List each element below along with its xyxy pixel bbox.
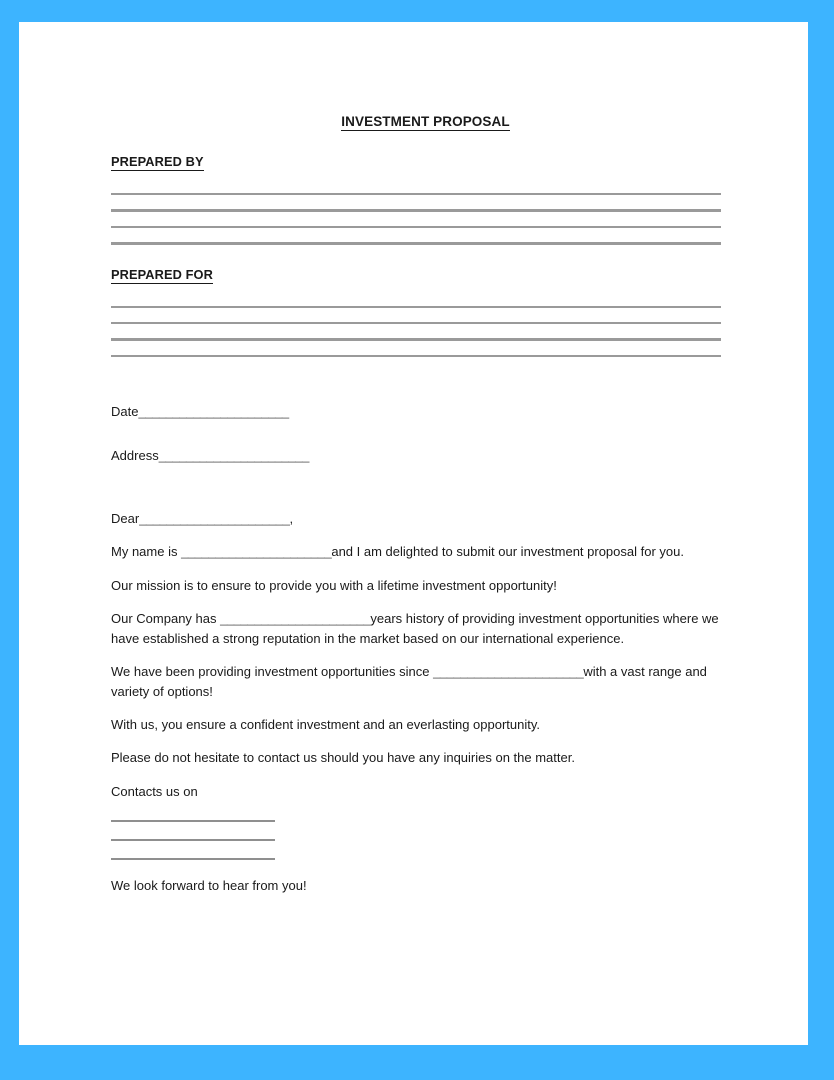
contact-rules (111, 820, 740, 861)
date-input-blank[interactable]: ______________________ (138, 404, 289, 420)
salutation-input-blank[interactable]: ______________________ (139, 511, 290, 527)
write-in-rule[interactable] (111, 193, 721, 195)
spacer (111, 490, 740, 510)
write-in-rule[interactable] (111, 338, 721, 340)
address-field (111, 447, 740, 465)
paragraph-mission (111, 576, 740, 596)
prepared-by-heading (111, 154, 740, 169)
name-input-blank[interactable]: ______________________ (181, 544, 332, 560)
contact-write-in-rule[interactable] (111, 839, 275, 841)
paragraph-text: and I am delighted to submit our investment proposal for you. (331, 544, 684, 560)
since-input-blank[interactable]: ______________________ (433, 663, 584, 679)
paragraph-text: Our Company has (111, 610, 221, 626)
page-title-text: INVESTMENT PROPOSAL (341, 114, 510, 129)
prepared-by-rules (111, 193, 740, 245)
paragraph-text: with a vast range and variety of options! (111, 663, 707, 700)
spacer (111, 245, 740, 267)
closing-line: We look forward to hear from you! (111, 878, 307, 894)
paragraph-assurance (111, 715, 740, 735)
paragraph-inquiries (111, 748, 740, 768)
paragraph-contacts (111, 782, 740, 802)
write-in-rule[interactable] (111, 226, 721, 228)
years-input-blank[interactable]: ______________________ (220, 610, 371, 626)
document-page (19, 22, 808, 1045)
write-in-rule[interactable] (111, 209, 721, 211)
address-label: Address (111, 447, 159, 463)
date-field (111, 403, 740, 421)
prepared-for-heading (111, 267, 740, 282)
paragraph-text: years history of providing investment opportunities where we have established a strong reputation in the market based on our international experience. (111, 610, 719, 646)
write-in-rule[interactable] (111, 322, 721, 324)
prepared-for-heading-text: PREPARED FOR (111, 266, 213, 282)
contact-write-in-rule[interactable] (111, 858, 275, 860)
paragraph-intro (111, 542, 740, 562)
salutation-line (111, 510, 740, 528)
paragraph-history (111, 609, 740, 649)
salutation-label: Dear (111, 511, 140, 527)
date-label: Date (111, 404, 139, 420)
contact-write-in-rule[interactable] (111, 820, 275, 822)
salutation-comma: , (289, 511, 294, 527)
document-content (111, 114, 740, 893)
prepared-for-rules (111, 306, 740, 358)
paragraph-text: My name is (111, 544, 182, 560)
spacer (111, 357, 740, 403)
paragraph-text: Contacts us on (111, 783, 198, 799)
paragraph-text: Please do not hesitate to contact us should you have any inquiries on the matter. (111, 750, 575, 766)
page-title (111, 114, 740, 129)
paragraph-since (111, 662, 740, 702)
paragraph-text: With us, you ensure a confident investment and an everlasting opportunity. (111, 717, 541, 733)
paragraph-text: We have been providing investment opportunities since (111, 663, 434, 679)
address-input-blank[interactable]: ______________________ (158, 447, 309, 463)
paragraph-text: Our mission is to ensure to provide you with a lifetime investment opportunity! (111, 577, 557, 593)
prepared-by-heading-text: PREPARED BY (111, 154, 204, 169)
write-in-rule[interactable] (111, 306, 721, 308)
